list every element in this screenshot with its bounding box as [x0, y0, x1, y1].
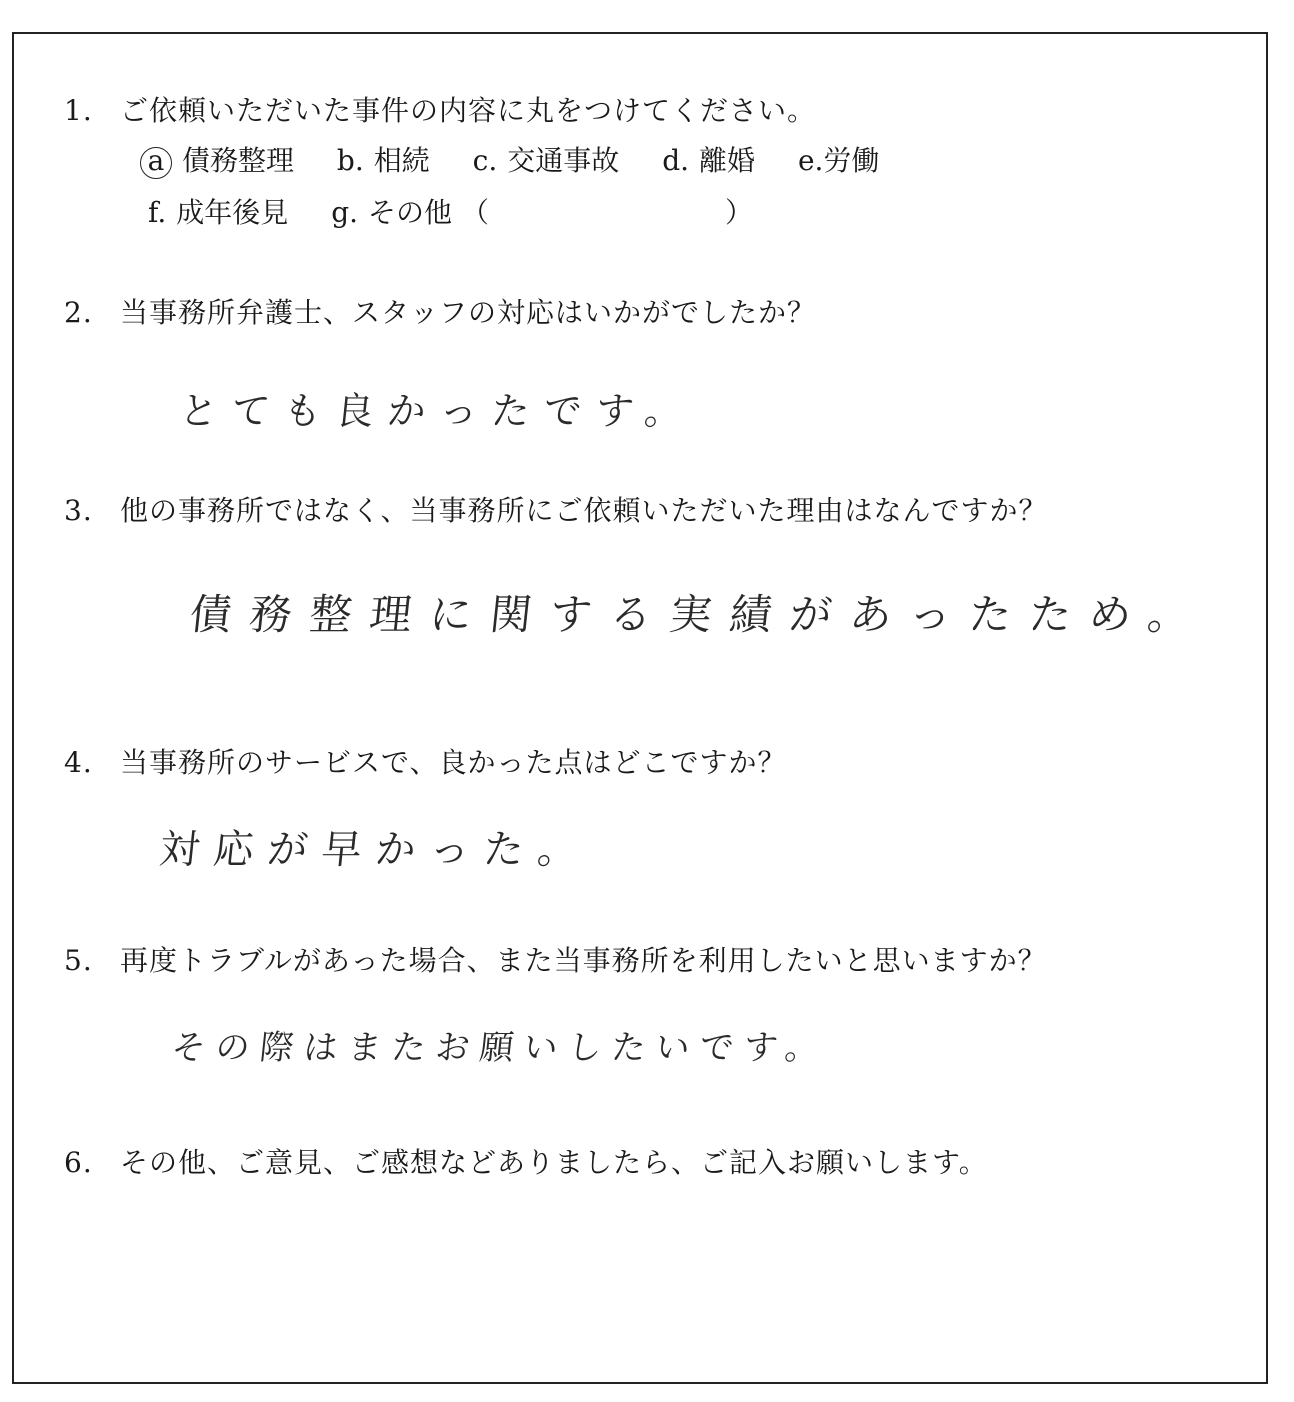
case-type-options-row-2: [148, 196, 787, 230]
survey-sheet: [12, 32, 1268, 1384]
question-text: 他の事務所ではなく、当事務所にご依頼いただいた理由はなんですか？: [120, 494, 1048, 527]
question-4: [64, 746, 786, 780]
question-5: [64, 944, 1047, 978]
option-traffic-accident[interactable]: [473, 144, 620, 178]
option-adult-guardianship[interactable]: [148, 196, 288, 230]
question-6: [64, 1146, 988, 1180]
paren-close: ）: [724, 196, 753, 229]
question-number: 6.: [64, 1146, 93, 1179]
question-number: 3.: [64, 494, 93, 527]
option-other[interactable]: [331, 196, 753, 230]
option-letter: e.: [797, 144, 824, 177]
question-text: 当事務所のサービスで、良かった点はどこですか？: [120, 746, 787, 779]
option-labor[interactable]: [798, 144, 880, 178]
question-3: [64, 494, 1047, 528]
option-label: その他: [368, 196, 453, 229]
handwritten-answer-4: 対応が早かった。: [157, 827, 595, 873]
question-number: 5.: [64, 944, 93, 977]
question-text: 再度トラブルがあった場合、また当事務所を利用したいと思いますか？: [120, 944, 1047, 977]
case-type-options-row-1: [140, 144, 913, 179]
option-letter: d.: [662, 144, 690, 177]
handwritten-answer-2: とても良かったです。: [177, 389, 699, 433]
option-divorce[interactable]: [662, 144, 755, 178]
option-letter: g.: [331, 196, 359, 229]
question-number: 1.: [64, 94, 93, 127]
option-letter: c.: [472, 144, 498, 177]
question-number: 4.: [64, 746, 93, 779]
question-text: 当事務所弁護士、スタッフの対応はいかがでしたか？: [120, 296, 817, 329]
question-1: [64, 94, 816, 128]
option-label: 相続: [373, 144, 430, 177]
option-label: 離婚: [699, 144, 756, 177]
question-number: 2.: [64, 296, 93, 329]
option-label: 労働: [823, 144, 880, 177]
handwritten-answer-5: その際はまたお願いしたいです。: [169, 1028, 832, 1068]
option-label: 債務整理: [182, 144, 295, 177]
question-text: ご依頼いただいた事件の内容に丸をつけてください。: [120, 94, 817, 127]
option-letter: f.: [148, 196, 167, 229]
handwritten-answer-3: 債務整理に関する実績があったため。: [187, 590, 1211, 639]
option-label: 交通事故: [507, 144, 620, 177]
question-2: [64, 296, 816, 330]
option-letter-circled: a: [140, 147, 172, 179]
question-text: その他、ご意見、ご感想などありましたら、ご記入お願いします。: [120, 1146, 988, 1179]
option-inheritance[interactable]: [337, 144, 430, 178]
option-debt-consolidation[interactable]: [140, 144, 294, 179]
paren-open: （: [460, 196, 489, 229]
option-label: 成年後見: [176, 196, 289, 229]
option-letter: b.: [336, 144, 364, 177]
